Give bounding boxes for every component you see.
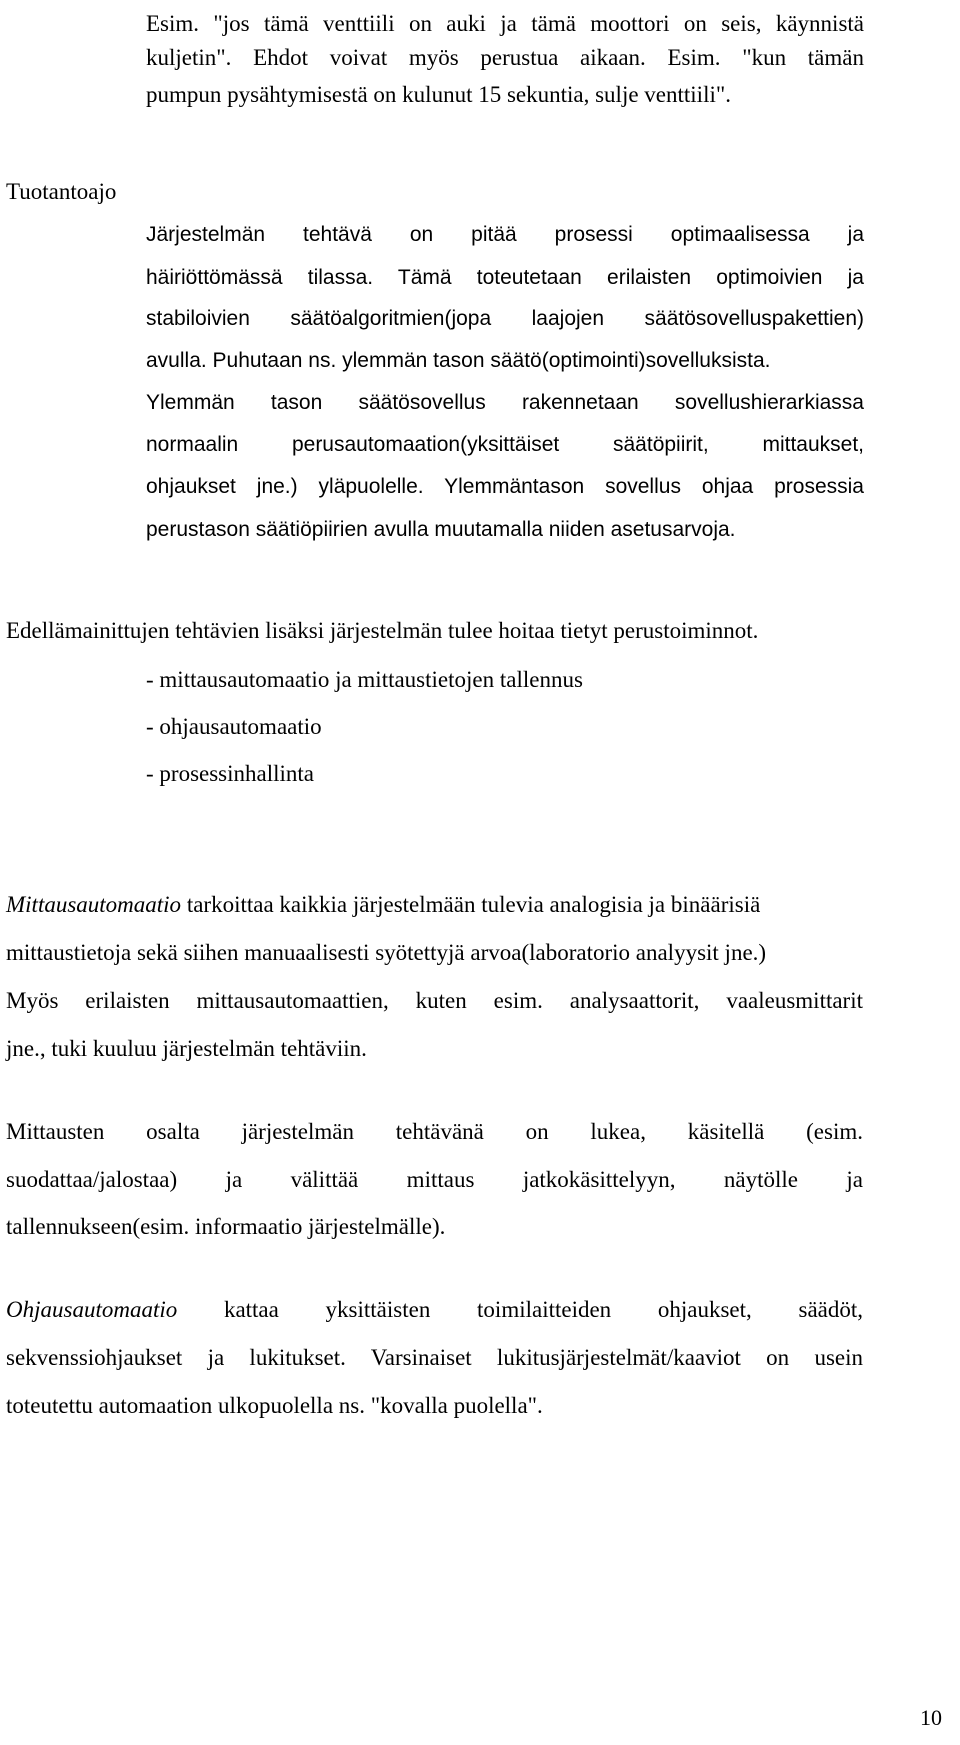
intro-line-1: Esim. "jos tämä venttiili on auki ja tämä moottori on seis, käynnistä <box>146 11 864 36</box>
control-paragraph-line-2: sekvenssiohjaukset ja lukitukset. Varsinaiset lukitusjärjestelmät/kaaviot on usein <box>6 1345 863 1370</box>
basic-function-item-1: - mittausautomaatio ja mittaustietojen tallennus <box>146 667 583 692</box>
production-line-6: normaalin perusautomaation(yksittäiset säätöpiirit, mittaukset, <box>146 433 864 456</box>
measurement-paragraph-line-2: mittaustietoja sekä siihen manuaalisesti syötettyjä arvoa(laboratorio analyysit jne.) <box>6 940 767 965</box>
production-line-4: avulla. Puhutaan ns. ylemmän tason säätö(optimointi)sovelluksista. <box>146 349 771 372</box>
intro-line-3: pumpun pysähtymisestä on kulunut 15 sekuntia, sulje venttiili". <box>146 82 731 107</box>
measurement-line-1-text: tarkoittaa kaikkia järjestelmään tulevia analogisia ja binäärisiä <box>181 892 761 917</box>
measurement-paragraph-line-1 <box>6 890 863 920</box>
measurement-task-line-2: suodattaa/jalostaa) ja välittää mittaus jatkokäsittelyyn, näytölle ja <box>6 1167 863 1192</box>
production-line-5: Ylemmän tason säätösovellus rakennetaan sovellushierarkiassa <box>146 391 864 414</box>
intro-line-2: kuljetin". Ehdot voivat myös perustua aikaan. Esim. "kun tämän <box>146 45 864 70</box>
control-paragraph-line-1 <box>6 1295 863 1325</box>
production-line-1: Järjestelmän tehtävä on pitää prosessi optimaalisessa ja <box>146 223 864 246</box>
measurement-paragraph-line-3: Myös erilaisten mittausautomaattien, kuten esim. analysaattorit, vaaleusmittarit <box>6 988 863 1013</box>
production-line-2: häiriöttömässä tilassa. Tämä toteutetaan erilaisten optimoivien ja <box>146 266 864 289</box>
production-line-3: stabiloivien säätöalgoritmien(jopa laajojen säätösovelluspakettien) <box>146 307 864 330</box>
measurement-task-line-1: Mittausten osalta järjestelmän tehtävänä on lukea, käsitellä (esim. <box>6 1119 863 1144</box>
page-number: 10 <box>920 1705 942 1730</box>
basic-function-item-2: - ohjausautomaatio <box>146 714 322 739</box>
basic-functions-intro: Edellämainittujen tehtävien lisäksi järjestelmän tulee hoitaa tietyt perustoiminnot. <box>6 618 759 643</box>
measurement-paragraph-line-4: jne., tuki kuuluu järjestelmän tehtäviin. <box>6 1036 367 1061</box>
control-term: Ohjausautomaatio <box>6 1297 178 1322</box>
production-line-8: perustason säätiöpiirien avulla muutamalla niiden asetusarvoja. <box>146 518 736 541</box>
measurement-term: Mittausautomaatio <box>6 892 182 917</box>
measurement-task-line-3: tallennukseen(esim. informaatio järjestelmälle). <box>6 1214 446 1239</box>
basic-function-item-3: - prosessinhallinta <box>146 761 314 786</box>
production-line-7: ohjaukset jne.) yläpuolelle. Ylemmäntason sovellus ohjaa prosessia <box>146 475 864 498</box>
control-paragraph-line-3: toteutettu automaation ulkopuolella ns. "kovalla puolella". <box>6 1393 543 1418</box>
control-line-1-text: kattaa yksittäisten toimilaitteiden ohjaukset, säädöt, <box>177 1297 863 1322</box>
section-heading-production: Tuotantoajo <box>6 179 117 204</box>
